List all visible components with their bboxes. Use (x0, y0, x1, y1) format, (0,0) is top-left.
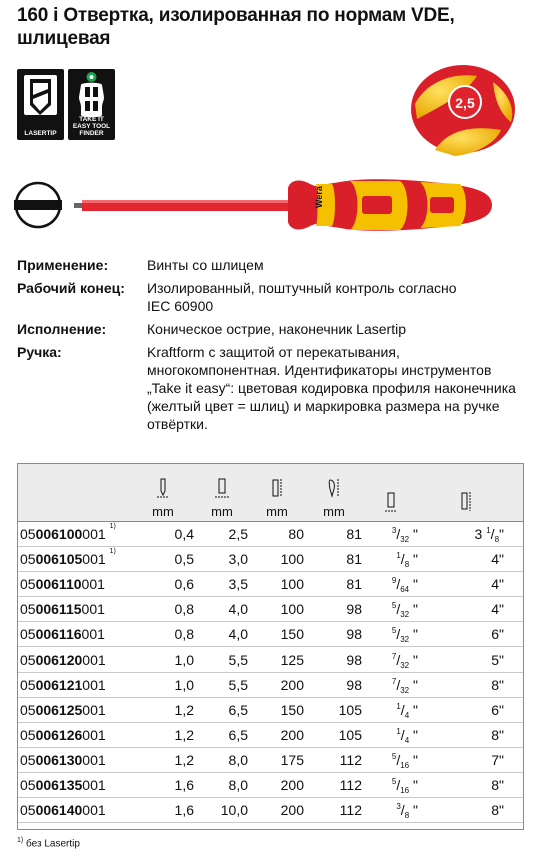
table-row (17, 722, 524, 747)
spec-list (17, 256, 527, 438)
article-table (17, 463, 524, 823)
inch-length: 3 $^1/_8$" (428, 522, 524, 547)
lasertip-icon (17, 69, 64, 125)
header-inch-tip (364, 463, 428, 522)
total-length: 112 (306, 798, 364, 823)
tip-width: 3,0 (196, 547, 250, 572)
tip-width: 4,0 (196, 622, 250, 647)
blade-length: 200 (250, 798, 306, 823)
article-number: 05006135001 (17, 772, 132, 797)
footnote-ref: 1) (109, 523, 116, 531)
spec-value: Коническое острие, наконечник Lasertip (147, 321, 406, 337)
inch-length: 8" (428, 722, 524, 747)
blade-length-icon (269, 477, 285, 499)
table-row (17, 547, 524, 572)
table-row (17, 747, 524, 772)
spec-value: Изолированный, поштучный контроль согласно IEC 60900 (147, 280, 457, 314)
header-tip-width (196, 463, 250, 522)
article-number: 05006116001 (17, 622, 132, 647)
inch-tip: $^5/_{16}$ " (364, 747, 428, 772)
total-length: 98 (306, 672, 364, 697)
total-length: 81 (306, 572, 364, 597)
inch-length: 4" (428, 597, 524, 622)
size-mark: 2,5 (455, 95, 475, 111)
tip-width: 8,0 (196, 747, 250, 772)
tip-thickness: 0,6 (132, 572, 196, 597)
spec-value: Винты со шлицем (147, 257, 264, 273)
tip-thickness: 0,4 (132, 522, 196, 547)
inch-length: 8" (428, 672, 524, 697)
unit-label: mm (152, 504, 174, 519)
title-line-1: 160 i Отвертка, изолированная по нормам VDE, (17, 5, 455, 26)
table-row (17, 672, 524, 697)
page-title (17, 4, 517, 50)
table-row (17, 522, 524, 547)
handle-end-image (405, 64, 520, 159)
inch-length: 7" (428, 747, 524, 772)
tip-thickness: 1,6 (132, 772, 196, 797)
blade-length: 125 (250, 647, 306, 672)
article-number: 05006115001 (17, 597, 132, 622)
tip-thickness: 1,2 (132, 722, 196, 747)
tip-width: 6,5 (196, 722, 250, 747)
inch-tip: $^9/_{64}$ " (364, 572, 428, 597)
lasertip-badge (17, 69, 64, 140)
tip-width: 6,5 (196, 697, 250, 722)
article-number: 05006105001 $^{1)}$ (17, 547, 132, 572)
lasertip-caption: LASERTIP (24, 130, 57, 137)
tip-width: 5,5 (196, 647, 250, 672)
tip-width: 10,0 (196, 798, 250, 823)
total-length: 98 (306, 622, 364, 647)
footnote (17, 837, 80, 849)
total-length: 98 (306, 597, 364, 622)
inch-length: 5" (428, 647, 524, 672)
spec-row (17, 320, 527, 338)
total-length: 112 (306, 772, 364, 797)
spec-label: Исполнение: (17, 321, 107, 337)
blade-length: 200 (250, 672, 306, 697)
screwdriver-image (0, 150, 538, 246)
article-number: 05006120001 (17, 647, 132, 672)
table-row (17, 622, 524, 647)
total-length: 98 (306, 647, 364, 672)
inch-tip: $^7/_{32}$ " (364, 672, 428, 697)
article-number: 05006126001 (17, 722, 132, 747)
tip-width: 4,0 (196, 597, 250, 622)
inch-length-icon (458, 489, 474, 515)
total-length-icon (326, 477, 342, 499)
total-length: 105 (306, 697, 364, 722)
unit-label: mm (211, 504, 233, 519)
article-number: 05006140001 (17, 798, 132, 823)
article-number: 05006110001 (17, 572, 132, 597)
tip-thickness: 1,0 (132, 647, 196, 672)
total-length: 81 (306, 547, 364, 572)
tip-width: 2,5 (196, 522, 250, 547)
footnote-text: без Lasertip (23, 838, 80, 850)
article-number: 05006125001 (17, 697, 132, 722)
tip-thickness: 1,2 (132, 747, 196, 772)
spec-label: Применение: (17, 257, 109, 273)
tip-width: 5,5 (196, 672, 250, 697)
title-line-2: шлицевая (17, 28, 111, 49)
spec-row (17, 256, 527, 274)
header-inch-length (428, 463, 524, 522)
tool-finder-icon (68, 69, 115, 121)
inch-length: 6" (428, 697, 524, 722)
header-blade-length (250, 463, 306, 522)
inch-tip: $^1/_8$ " (364, 547, 428, 572)
article-number: 05006121001 (17, 672, 132, 697)
header-tip-thickness (132, 463, 196, 522)
inch-tip: $^1/_4$ " (364, 722, 428, 747)
blade-length: 100 (250, 572, 306, 597)
inch-tip-icon (383, 489, 399, 515)
total-length: 112 (306, 747, 364, 772)
spec-row (17, 343, 527, 433)
article-number: 05006100001 $^{1)}$ (17, 522, 132, 547)
total-length: 81 (306, 522, 364, 547)
tip-width-icon (214, 477, 230, 499)
inch-tip: $^5/_{16}$ " (364, 772, 428, 797)
inch-length: 8" (428, 772, 524, 797)
blade-length: 80 (250, 522, 306, 547)
blade-length: 200 (250, 772, 306, 797)
table-row (17, 772, 524, 797)
inch-tip: $^5/_{32}$ " (364, 622, 428, 647)
inch-length: 4" (428, 572, 524, 597)
tip-thickness: 1,0 (132, 672, 196, 697)
tip-thickness: 1,2 (132, 697, 196, 722)
table-row (17, 597, 524, 622)
spec-value: Kraftform с защитой от перекатывания, многокомпонентная. Идентификаторы инструментов „Take it easy“: цветовая кодировка профиля наконечника (желтый цвет = шлиц) и маркировка размера на ручке отвёртки. (147, 344, 516, 432)
inch-tip: $^1/_4$ " (364, 697, 428, 722)
tip-thickness: 1,6 (132, 798, 196, 823)
inch-length: 8" (428, 798, 524, 823)
blade-length: 100 (250, 597, 306, 622)
take-it-easy-caption: TAKE IT EASY TOOL FINDER (72, 116, 111, 137)
blade-length: 150 (250, 697, 306, 722)
spec-label: Ручка: (17, 344, 62, 360)
brand-mark: Wera (314, 186, 324, 208)
footnote-mark: 1) (17, 837, 24, 844)
tip-width: 8,0 (196, 772, 250, 797)
spec-row (17, 279, 527, 315)
table-row (17, 798, 524, 823)
unit-label: mm (323, 504, 345, 519)
inch-tip: $^3/_{32}$ " (364, 522, 428, 547)
tip-thickness: 0,8 (132, 597, 196, 622)
tip-thickness-icon (155, 477, 171, 499)
tip-thickness: 0,5 (132, 547, 196, 572)
inch-tip: $^3/_8$ " (364, 798, 428, 823)
inch-tip: $^5/_{32}$ " (364, 597, 428, 622)
table-row (17, 647, 524, 672)
table-header-row (17, 463, 524, 522)
header-total-length (306, 463, 364, 522)
footnote-ref: 1) (109, 548, 116, 556)
table-row (17, 697, 524, 722)
inch-length: 6" (428, 622, 524, 647)
tip-thickness: 0,8 (132, 622, 196, 647)
table-row (17, 572, 524, 597)
total-length: 105 (306, 722, 364, 747)
table-body (17, 522, 524, 823)
blade-length: 175 (250, 747, 306, 772)
article-number: 05006130001 (17, 747, 132, 772)
unit-label: mm (266, 504, 288, 519)
header-empty (17, 463, 132, 522)
inch-tip: $^7/_{32}$ " (364, 647, 428, 672)
tip-width: 3,5 (196, 572, 250, 597)
take-it-easy-badge (68, 69, 115, 140)
blade-length: 100 (250, 547, 306, 572)
spec-label: Рабочий конец: (17, 280, 125, 296)
inch-length: 4" (428, 547, 524, 572)
blade-length: 150 (250, 622, 306, 647)
blade-length: 200 (250, 722, 306, 747)
